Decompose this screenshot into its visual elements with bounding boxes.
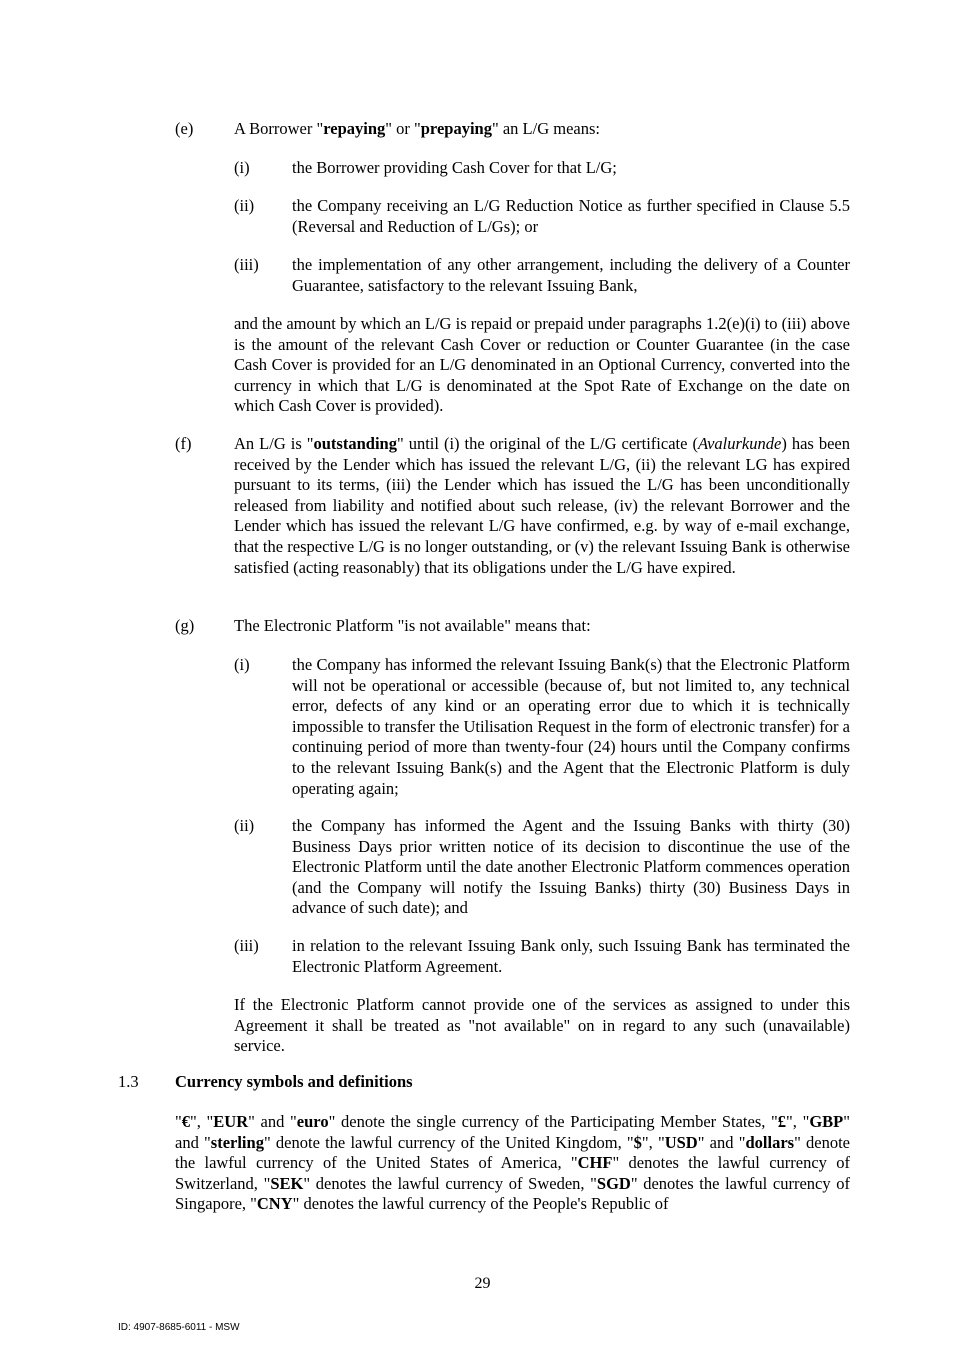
text-run: An L/G is " [234, 434, 314, 453]
item-label-f: (f) [175, 434, 192, 453]
subitem-label: (ii) [234, 816, 255, 835]
defined-term: euro [296, 1112, 329, 1131]
section-title: Currency symbols and definitions [175, 1072, 413, 1091]
defined-term: dollars [745, 1132, 795, 1152]
item-g-closing: If the Electronic Platform cannot provide one of the services as assigned to under this Agreement it shall be treated as "not available" on in regard to any such (unavailable) service. [234, 995, 850, 1056]
defined-term-prepaying: prepaying [420, 119, 492, 138]
defined-term: € [181, 1112, 190, 1131]
text-run: " denotes the lawful currency of Switzerland, " [175, 1153, 850, 1193]
defined-term: USD [664, 1132, 698, 1152]
defined-term: EUR [213, 1112, 249, 1131]
text-run: " denote the lawful currency of the United States of America, " [175, 1132, 850, 1173]
subitem-text: in relation to the relevant Issuing Bank only, such Issuing Bank has terminated the Electronic Platform Agreement. [292, 936, 850, 976]
text-run: ", " [190, 1112, 214, 1131]
defined-term: $ [633, 1132, 642, 1152]
subitem-text: the Company has informed the Agent and the Issuing Banks with thirty (30) Business Days prior written notice of its decision to discontinue the use of the Electronic Platform until the date another Electronic Platform commences operation (and the Company will notify the Issuing Banks) thirty (30) Business Days in advance of such date); and [292, 816, 850, 918]
text-run: ) has been received by the Lender which has issued the relevant L/G, (ii) the relevant LG has expired pursuant to its terms, (iii) the Lender which has issued the L/G has been unconditionally released from liability and notified about such release, (iv) the relevant Borrower and the Lender which has issued the relevant L/G have confirmed, e.g. by way of e-mail exchange, that the respective L/G is no longer outstanding, or (v) the relevant Issuing Bank is otherwise satisfied (acting reasonably) that its obligations under the L/G have expired. [234, 434, 850, 577]
defined-term: SEK [270, 1173, 304, 1193]
subitem-text: the Company receiving an L/G Reduction Notice as further specified in Clause 5.5 (Reversal and Reduction of L/Gs); or [292, 196, 850, 236]
subitem-label: (iii) [234, 255, 259, 274]
italic-term: Avalurkunde [697, 434, 782, 453]
item-e-intro [234, 119, 850, 140]
text-run: " and " [175, 1112, 850, 1152]
text-run: " denotes the lawful currency of Sweden, " [303, 1173, 597, 1193]
subitem-label: (i) [234, 158, 250, 177]
defined-term: CNY [256, 1194, 293, 1214]
text-run: " denote the lawful currency of the United Kingdom, " [263, 1132, 634, 1152]
subitem-label: (ii) [234, 196, 255, 215]
currency-definitions [175, 1112, 850, 1215]
text-run: ", " [786, 1112, 810, 1131]
text-run: " [175, 1112, 182, 1131]
defined-term-outstanding: outstanding [313, 434, 397, 453]
subitem-label: (iii) [234, 936, 259, 955]
defined-term: SGD [596, 1173, 631, 1193]
text-run: " or " [385, 119, 421, 138]
page-number: 29 [474, 1275, 491, 1292]
defined-term-repaying: repaying [323, 119, 386, 138]
defined-term: £ [777, 1112, 787, 1131]
defined-term: GBP [809, 1112, 844, 1131]
text-run: ", " [641, 1132, 665, 1152]
item-label-g: (g) [175, 616, 195, 635]
subitem-text: the implementation of any other arrangement, including the delivery of a Counter Guarantee, satisfactory to the relevant Issuing Bank, [292, 255, 850, 295]
item-g-intro: The Electronic Platform "is not available" means that: [234, 616, 591, 635]
text-run: " denote the single currency of the Participating Member States, " [328, 1112, 778, 1131]
text-run: " denotes the lawful currency of Singapore, " [175, 1173, 850, 1214]
document-id: ID: 4907-8685-6011 - MSW [118, 1322, 240, 1333]
section-number: 1.3 [118, 1072, 139, 1091]
text-run: " denotes the lawful currency of the People's Republic of [292, 1194, 669, 1214]
subitem-text: the Borrower providing Cash Cover for that L/G; [292, 158, 617, 177]
text-run: A Borrower " [234, 119, 324, 138]
text-run: " and " [248, 1112, 297, 1131]
defined-term: CHF [577, 1153, 613, 1173]
subitem-text: the Company has informed the relevant Issuing Bank(s) that the Electronic Platform will not be operational or accessible (because of, but not limited to, any technical error, defects of any kind or an operating error due to which it is technically impossible to transfer the Utilisation Request in the form of electronic transfer) for a continuing period of more than twenty-four (24) hours until the Company confirms to the relevant Issuing Bank(s) and the Agent that the Electronic Platform is duly operating again; [292, 655, 850, 798]
text-run: " and " [697, 1132, 746, 1152]
text-run: " an L/G means: [491, 119, 600, 138]
item-e-closing: and the amount by which an L/G is repaid or prepaid under paragraphs 1.2(e)(i) to (iii) above is the amount of the relevant Cash Cover or reduction or Counter Guarantee (in the case Cash Cover is provided for an L/G denominated in an Optional Currency, converted into the currency in which that L/G is denominated at the Spot Rate of Exchange on the date on which Cash Cover is provided). [234, 314, 850, 416]
subitem-label: (i) [234, 655, 250, 674]
defined-term: sterling [210, 1132, 264, 1152]
text-run: " until (i) the original of the L/G certificate ( [396, 434, 698, 453]
item-f-text [234, 434, 850, 578]
item-label-e: (e) [175, 119, 194, 138]
